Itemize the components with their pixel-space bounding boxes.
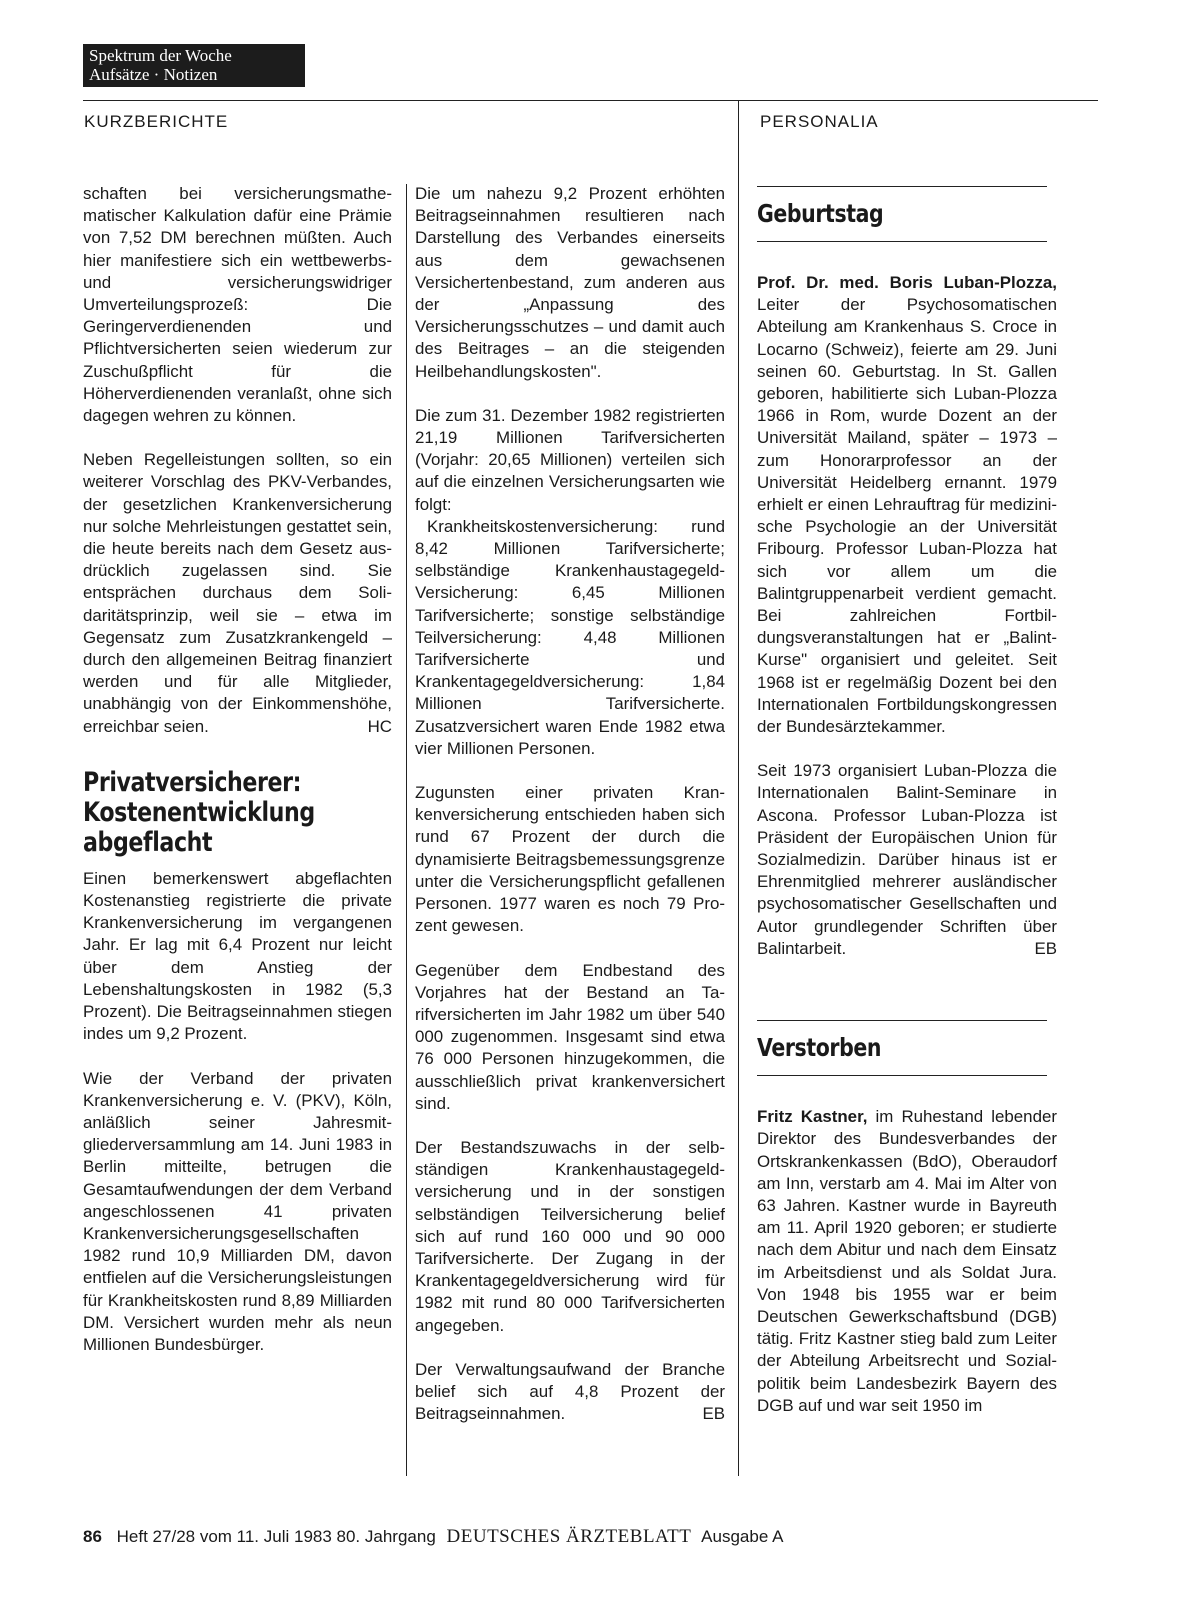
top-rule <box>83 100 1098 101</box>
col2-paragraph-3: Zugunsten einer privaten Krankenversicherung entschieden haben sich rund 67 Prozent der durch die dynamisierte Beitragsbemessungsgrenze unter die Versicherungspflicht gefallenen Personen. 1977 waren es noch 79 Prozent gewesen. <box>415 783 725 936</box>
page-footer <box>83 1526 783 1548</box>
col3-paragraph-3 <box>757 1106 1057 1417</box>
journal-name: DEUTSCHES ÄRZTEBLATT <box>446 1526 692 1547</box>
heading-geburtstag: Geburtstag <box>757 199 884 228</box>
edition: Ausgabe A <box>701 1527 784 1546</box>
person-name-kastner: Fritz Kastner, <box>757 1107 868 1127</box>
col2-paragraph-5: Der Bestandszuwachs in der selbständigen Krankenhaustagegeldversicherung und in der sonstigen selbständigen Teilversicherung belief sich auf rund 160 000 und 90 000 Tarifversicherte. Der Zugang in der Krankentagegeldversicherung wird für 1982 mit rund 80 000 Tarifversicherten angegeben. <box>415 1137 725 1335</box>
heading-rule-bottom <box>757 241 1047 242</box>
masthead-line-1: Spektrum der Woche <box>89 46 232 65</box>
col2-paragraph-6 <box>415 1359 725 1426</box>
section-label-kurzberichte: KURZBERICHTE <box>84 112 229 131</box>
col2-paragraph-2b-text: Krankheitskostenversicherung: rund 8,42 Millionen Tarifversicherte; selbständige Krankenhaustagegeld-Versicherung: 6,45 Millionen Tarifversicherte; sonstige selbständige Teilversicherung: 4,48 Millionen Tarifversicherte und Krankentagegeldversicherung: 1,84 Millionen Tarifversicherte. Zusatzversichert waren Ende 1982 etwa vier Millionen Personen. <box>415 516 725 758</box>
article-heading: Privatversicherer: Kostenentwicklung abgeflacht <box>83 766 315 858</box>
author-signature: EB <box>1034 938 1057 958</box>
person-name-luban-plozza: Prof. Dr. med. Boris Luban-Plozza, <box>757 273 1057 292</box>
column-divider-1 <box>406 184 407 1476</box>
col3-paragraph-1 <box>757 272 1057 738</box>
author-signature: EB <box>702 1404 725 1424</box>
col1-paragraph-3: Einen bemerkenswert abgeflachten Kostenanstieg registrierte die private Krankenversicherung im vergangenen Jahr. Er lag mit 6,4 Prozent nur leicht über dem Anstieg der Lebenshaltungskosten in 1982 (5,3 Prozent). Die Beitragseinnahmen stiegen indes um 9,2 Prozent. <box>83 868 392 1044</box>
column-divider-2 <box>738 100 739 1476</box>
col3-paragraph-3-text: im Ruhestand lebender Direktor des Bundesverbandes der Ortskrankenkassen (BdO), Oberaudorf am Inn, verstarb am 4. Mai im Alter von 63 Jahren. Kastner wurde in Bayreuth am 11. April 1920 geboren; er studierte nach dem Abitur und nach dem Einsatz im Arbeitsdienst und als Soldat Jura. Von 1948 bis 1955 war er beim Deutschen Gewerkschaftsbund (DGB) tätig. Fritz Kastner stieg bald zum Leiter der Abteilung Arbeitsrecht und Sozialpolitik beim Landesbezirk Bayern des DGB auf und war seit 1950 im <box>757 1107 1057 1415</box>
col2-paragraph-2b <box>415 516 725 760</box>
section-label-personalia: PERSONALIA <box>760 112 879 131</box>
masthead <box>83 44 305 87</box>
masthead-line-2: Aufsätze · Notizen <box>89 65 218 84</box>
page-number: 86 <box>83 1527 102 1546</box>
heading-verstorben: Verstorben <box>757 1033 882 1063</box>
col3-paragraph-2 <box>757 760 1057 960</box>
col2-paragraph-6-text: Der Verwaltungsaufwand der Branche belief sich auf 4,8 Prozent der Beitragseinnahmen. <box>415 1359 725 1424</box>
col1-paragraph-4: Wie der Verband der privaten Krankenversicherung e. V. (PKV), Köln, anläßlich seiner Jahresmitgliederversammlung am 14. Juni 1983 in Berlin mitteilte, betrugen die Gesamtaufwendungen der dem Verband angeschlossenen 41 privaten Krankenversicherungsgesellschaften 1982 rund 10,9 Milliarden DM, davon entfielen auf die Versicherungsleistungen für Krankheitskosten rund 8,89 Milliarden DM. Versichert wurden mehr als neun Millionen Bundesbürger. <box>83 1068 392 1354</box>
col2-paragraph-4: Gegenüber dem Endbestand des Vorjahres hat der Bestand an Tarifversicherten im Jahr 1982 um über 540 000 zugenommen. Insgesamt sind etwa 76 000 Personen hinzugekommen, die ausschließlich privat krankenversichert sind. <box>415 960 725 1113</box>
col3-paragraph-1-text: Leiter der Psychosomatischen Abteilung am Krankenhaus S. Croce in Locarno (Schweiz), feierte am 29. Juni seinen 60. Geburtstag. In St. Gallen geboren, habilitierte sich Luban-Plozza 1966 in Rom, wurde Dozent an der Universität Mailand, später – 1973 – zum Honorarprofessor an der Universität Heidelberg ernannt. 1979 erhielt er einen Lehrauftrag für medizinische Psychologie an der Universität Fribourg. Professor Luban-Plozza hat sich vor allem um die Balintgruppenarbeit verdient gemacht. Bei zahlreichen Fortbildungsveranstaltungen hat er „Balint-Kurse" organisiert und geleitet. Seit 1968 ist er regelmäßig Dozent bei den Internationalen Fortbildungskongressen der Bundesärztekammer. <box>757 295 1057 737</box>
column-3 <box>757 186 1057 1417</box>
issue-info: Heft 27/28 vom 11. Juli 1983 80. Jahrgang <box>116 1527 436 1546</box>
column-2 <box>415 183 725 1447</box>
heading-rule-bottom-2 <box>757 1075 1047 1076</box>
col2-paragraph-1: Die um nahezu 9,2 Prozent erhöhten Beitragseinnahmen resultieren nach Darstellung des Verbandes einerseits aus dem gewachsenen Versichertenbestand, zum anderen aus der „Anpassung des Versicherungsschutzes – und damit auch des Beitrages – an die steigenden Heilbehandlungskosten". <box>415 184 725 381</box>
author-signature: HC <box>367 716 392 736</box>
col3-paragraph-2-text: Seit 1973 organisiert Luban-Plozza die Internationalen Balint-Seminare in Ascona. Professor Luban-Plozza ist Präsident der Europäischen Union für Sozialmedizin. Darüber hinaus ist er Ehrenmitglied mehrerer ausländischer psychosomatischer Gesellschaften und Autor grundlegender Schriften über Balintarbeit. <box>757 761 1057 958</box>
heading-rule-top <box>757 186 1047 187</box>
heading-rule-top-2 <box>757 1020 1047 1021</box>
col1-paragraph-2-text: Neben Regelleistungen sollten, so ein weiterer Vorschlag des PKV-Verbandes, der gesetzlichen Krankenversicherung nur solche Mehrleistungen gestattet sein, die heute bereits nach dem Gesetz ausdrücklich zugelassen sind. Sie entsprächen durchaus dem Solidaritätsprinzip, weil sie – etwa im Gegensatz zum Zusatzkrankengeld – durch den allgemeinen Beitrag finanziert werden und für alle Mitglieder, unabhängig von der Einkommenshöhe, erreichbar seien. <box>83 450 392 736</box>
col1-paragraph-1: schaften bei versicherungsmathematischer Kalkulation dafür eine Prämie von 7,52 DM berechnen müßten. Auch hier manifestiere sich ein wettbewerbs- und versicherungswidriger Umverteilungsprozeß: Die Geringerverdienenden und Pflichtversicherten seien wiederum zur Zuschußpflicht für die Höherverdienenden veranlaßt, ohne sich dagegen wehren zu können. <box>83 184 392 426</box>
column-1 <box>83 183 392 1378</box>
col2-paragraph-2: Die zum 31. Dezember 1982 registrierten 21,19 Millionen Tarifversicherten (Vorjahr: 20,65 Millionen) verteilen sich auf die einzelnen Versicherungsarten wie folgt: <box>415 405 725 514</box>
col1-paragraph-2 <box>83 449 392 738</box>
